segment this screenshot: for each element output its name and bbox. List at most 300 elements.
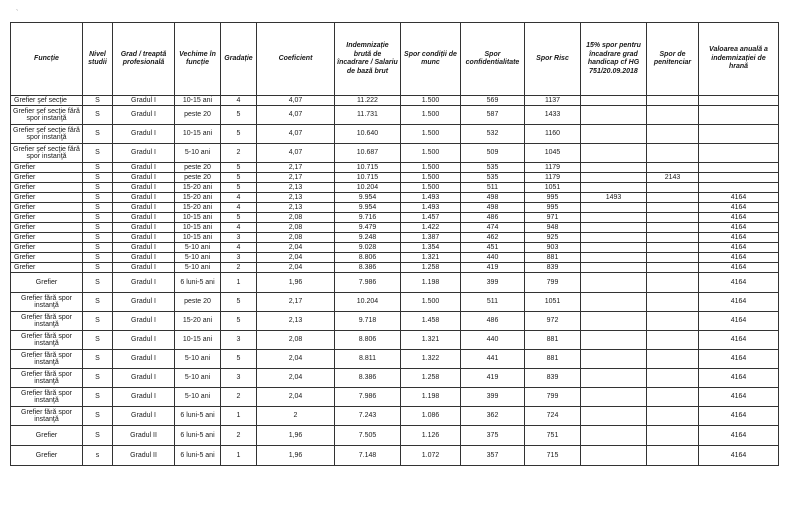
coeficient-cell: 2,17 xyxy=(257,293,335,312)
functie-cell: Grefier fără spor instanţă xyxy=(11,350,83,369)
spor-confidentialitate-cell: 399 xyxy=(461,273,525,293)
functie-cell: Grefier xyxy=(11,426,83,446)
table-row xyxy=(11,213,779,223)
spor-conditii-cell: 1.072 xyxy=(401,446,461,466)
grad-cell: Gradul I xyxy=(113,407,175,426)
vechime-cell: 15-20 ani xyxy=(175,203,221,213)
vechime-cell: 5-10 ani xyxy=(175,253,221,263)
indemnizatie-cell: 7.148 xyxy=(335,446,401,466)
spor-conditii-cell: 1.500 xyxy=(401,106,461,125)
spor-risc-cell: 881 xyxy=(525,331,581,350)
spor-conditii-cell: 1.500 xyxy=(401,125,461,144)
coeficient-cell: 2,04 xyxy=(257,388,335,407)
indemnizatie-cell: 9.954 xyxy=(335,193,401,203)
header-coeficient: Coeficient xyxy=(257,23,335,96)
indemnizatie-hrana-cell: 4164 xyxy=(699,350,779,369)
spor-confidentialitate-cell: 357 xyxy=(461,446,525,466)
grad-cell: Gradul I xyxy=(113,173,175,183)
nivel-studii-cell: S xyxy=(83,293,113,312)
indemnizatie-cell: 9.716 xyxy=(335,213,401,223)
functie-cell: Grefier xyxy=(11,213,83,223)
vechime-cell: 5-10 ani xyxy=(175,243,221,253)
indemnizatie-cell: 10.204 xyxy=(335,183,401,193)
coeficient-cell: 2,13 xyxy=(257,312,335,331)
vechime-cell: 15-20 ani xyxy=(175,312,221,331)
grad-cell: Gradul I xyxy=(113,388,175,407)
coeficient-cell: 2,13 xyxy=(257,183,335,193)
spor-penitenciar-cell xyxy=(647,213,699,223)
indemnizatie-cell: 9.954 xyxy=(335,203,401,213)
spor-conditii-cell: 1.500 xyxy=(401,293,461,312)
table-body xyxy=(11,96,779,466)
grad-cell: Gradul I xyxy=(113,243,175,253)
spor-risc-cell: 1051 xyxy=(525,183,581,193)
table-row xyxy=(11,243,779,253)
spor-confidentialitate-cell: 532 xyxy=(461,125,525,144)
gradatie-cell: 3 xyxy=(221,233,257,243)
coeficient-cell: 1,96 xyxy=(257,426,335,446)
functie-cell: Grefier fără spor instanţă xyxy=(11,331,83,350)
indemnizatie-hrana-cell: 4164 xyxy=(699,426,779,446)
vechime-cell: 10-15 ani xyxy=(175,233,221,243)
grad-cell: Gradul I xyxy=(113,144,175,163)
grad-cell: Gradul I xyxy=(113,369,175,388)
spor-handicap-cell xyxy=(581,233,647,243)
coeficient-cell: 4,07 xyxy=(257,125,335,144)
coeficient-cell: 4,07 xyxy=(257,106,335,125)
spor-handicap-cell xyxy=(581,263,647,273)
nivel-studii-cell: S xyxy=(83,253,113,263)
gradatie-cell: 5 xyxy=(221,312,257,331)
coeficient-cell: 2,17 xyxy=(257,173,335,183)
spor-risc-cell: 724 xyxy=(525,407,581,426)
gradatie-cell: 3 xyxy=(221,331,257,350)
table-row xyxy=(11,203,779,213)
indemnizatie-cell: 9.718 xyxy=(335,312,401,331)
spor-risc-cell: 1179 xyxy=(525,173,581,183)
gradatie-cell: 5 xyxy=(221,163,257,173)
scan-mark: ` xyxy=(16,10,19,17)
header-functie: Funcție xyxy=(11,23,83,96)
header-grad: Grad / treaptă profesională xyxy=(113,23,175,96)
spor-conditii-cell: 1.086 xyxy=(401,407,461,426)
grad-cell: Gradul I xyxy=(113,106,175,125)
spor-penitenciar-cell xyxy=(647,369,699,388)
spor-risc-cell: 972 xyxy=(525,312,581,331)
table-row xyxy=(11,273,779,293)
indemnizatie-cell: 7.986 xyxy=(335,388,401,407)
spor-confidentialitate-cell: 440 xyxy=(461,253,525,263)
spor-confidentialitate-cell: 511 xyxy=(461,183,525,193)
vechime-cell: peste 20 xyxy=(175,293,221,312)
indemnizatie-cell: 10.715 xyxy=(335,163,401,173)
header-spor-penitenciar: Spor de penitenciar xyxy=(647,23,699,96)
spor-confidentialitate-cell: 474 xyxy=(461,223,525,233)
spor-penitenciar-cell xyxy=(647,350,699,369)
spor-confidentialitate-cell: 362 xyxy=(461,407,525,426)
spor-confidentialitate-cell: 440 xyxy=(461,331,525,350)
indemnizatie-hrana-cell: 4164 xyxy=(699,293,779,312)
spor-conditii-cell: 1.321 xyxy=(401,253,461,263)
grad-cell: Gradul I xyxy=(113,223,175,233)
indemnizatie-cell: 11.731 xyxy=(335,106,401,125)
vechime-cell: 5-10 ani xyxy=(175,263,221,273)
spor-conditii-cell: 1.500 xyxy=(401,183,461,193)
table-row xyxy=(11,96,779,106)
vechime-cell: 10-15 ani xyxy=(175,331,221,350)
functie-cell: Grefier xyxy=(11,193,83,203)
spor-risc-cell: 903 xyxy=(525,243,581,253)
spor-penitenciar-cell xyxy=(647,407,699,426)
grad-cell: Gradul I xyxy=(113,233,175,243)
spor-risc-cell: 799 xyxy=(525,273,581,293)
spor-risc-cell: 995 xyxy=(525,203,581,213)
header-spor-handicap: 15% spor pentru încadrare grad handicap cf HG 751/20.09.2018 xyxy=(581,23,647,96)
coeficient-cell: 1,96 xyxy=(257,273,335,293)
indemnizatie-cell: 10.640 xyxy=(335,125,401,144)
nivel-studii-cell: S xyxy=(83,183,113,193)
gradatie-cell: 2 xyxy=(221,426,257,446)
indemnizatie-hrana-cell: 4164 xyxy=(699,263,779,273)
functie-cell: Grefier xyxy=(11,243,83,253)
table-row xyxy=(11,388,779,407)
spor-conditii-cell: 1.321 xyxy=(401,331,461,350)
header-row xyxy=(11,23,779,96)
functie-cell: Grefier xyxy=(11,253,83,263)
spor-confidentialitate-cell: 419 xyxy=(461,263,525,273)
coeficient-cell: 2,17 xyxy=(257,163,335,173)
spor-risc-cell: 995 xyxy=(525,193,581,203)
nivel-studii-cell: S xyxy=(83,213,113,223)
spor-confidentialitate-cell: 486 xyxy=(461,312,525,331)
indemnizatie-hrana-cell: 4164 xyxy=(699,223,779,233)
nivel-studii-cell: S xyxy=(83,144,113,163)
vechime-cell: peste 20 xyxy=(175,173,221,183)
vechime-cell: 15-20 ani xyxy=(175,193,221,203)
functie-cell: Grefier şef secţie fără spor instanţă xyxy=(11,106,83,125)
spor-confidentialitate-cell: 375 xyxy=(461,426,525,446)
spor-confidentialitate-cell: 498 xyxy=(461,203,525,213)
indemnizatie-hrana-cell: 4164 xyxy=(699,193,779,203)
coeficient-cell: 2,04 xyxy=(257,350,335,369)
gradatie-cell: 5 xyxy=(221,350,257,369)
table-row xyxy=(11,183,779,193)
spor-penitenciar-cell xyxy=(647,233,699,243)
spor-penitenciar-cell xyxy=(647,293,699,312)
nivel-studii-cell: S xyxy=(83,407,113,426)
salary-table xyxy=(10,22,779,466)
header-gradatie: Gradație xyxy=(221,23,257,96)
table-row xyxy=(11,369,779,388)
functie-cell: Grefier fără spor instanţă xyxy=(11,388,83,407)
vechime-cell: 6 luni-5 ani xyxy=(175,426,221,446)
indemnizatie-hrana-cell: 4164 xyxy=(699,273,779,293)
header-nivel-studii: Nivel studii xyxy=(83,23,113,96)
spor-risc-cell: 1160 xyxy=(525,125,581,144)
spor-confidentialitate-cell: 587 xyxy=(461,106,525,125)
vechime-cell: 6 luni-5 ani xyxy=(175,273,221,293)
spor-handicap-cell xyxy=(581,163,647,173)
spor-handicap-cell xyxy=(581,173,647,183)
spor-penitenciar-cell xyxy=(647,183,699,193)
header-indemnizatie: Indemnizație brută de încadrare / Salariu de bază brut xyxy=(335,23,401,96)
spor-conditii-cell: 1.387 xyxy=(401,233,461,243)
indemnizatie-hrana-cell: 4164 xyxy=(699,312,779,331)
indemnizatie-cell: 8.811 xyxy=(335,350,401,369)
indemnizatie-hrana-cell xyxy=(699,125,779,144)
vechime-cell: 10-15 ani xyxy=(175,223,221,233)
gradatie-cell: 3 xyxy=(221,253,257,263)
spor-confidentialitate-cell: 486 xyxy=(461,213,525,223)
spor-handicap-cell xyxy=(581,446,647,466)
table-row xyxy=(11,263,779,273)
indemnizatie-cell: 8.386 xyxy=(335,263,401,273)
gradatie-cell: 5 xyxy=(221,125,257,144)
coeficient-cell: 2 xyxy=(257,407,335,426)
spor-risc-cell: 839 xyxy=(525,263,581,273)
spor-handicap-cell xyxy=(581,350,647,369)
functie-cell: Grefier xyxy=(11,183,83,193)
spor-handicap-cell xyxy=(581,293,647,312)
functie-cell: Grefier xyxy=(11,446,83,466)
spor-handicap-cell xyxy=(581,144,647,163)
coeficient-cell: 4,07 xyxy=(257,96,335,106)
spor-penitenciar-cell xyxy=(647,193,699,203)
coeficient-cell: 2,13 xyxy=(257,203,335,213)
functie-cell: Grefier xyxy=(11,163,83,173)
indemnizatie-hrana-cell: 4164 xyxy=(699,253,779,263)
spor-penitenciar-cell xyxy=(647,253,699,263)
indemnizatie-cell: 9.248 xyxy=(335,233,401,243)
indemnizatie-cell: 10.204 xyxy=(335,293,401,312)
spor-handicap-cell xyxy=(581,253,647,263)
table-row xyxy=(11,293,779,312)
coeficient-cell: 1,96 xyxy=(257,446,335,466)
spor-risc-cell: 751 xyxy=(525,426,581,446)
spor-confidentialitate-cell: 498 xyxy=(461,193,525,203)
functie-cell: Grefier xyxy=(11,203,83,213)
functie-cell: Grefier şef secţie fără spor instanţă xyxy=(11,144,83,163)
spor-handicap-cell xyxy=(581,106,647,125)
spor-handicap-cell xyxy=(581,125,647,144)
spor-risc-cell: 971 xyxy=(525,213,581,223)
gradatie-cell: 1 xyxy=(221,273,257,293)
functie-cell: Grefier fără spor instanţă xyxy=(11,293,83,312)
indemnizatie-hrana-cell xyxy=(699,173,779,183)
gradatie-cell: 1 xyxy=(221,407,257,426)
nivel-studii-cell: S xyxy=(83,203,113,213)
spor-confidentialitate-cell: 451 xyxy=(461,243,525,253)
indemnizatie-cell: 9.479 xyxy=(335,223,401,233)
table-row xyxy=(11,144,779,163)
indemnizatie-cell: 10.715 xyxy=(335,173,401,183)
indemnizatie-cell: 11.222 xyxy=(335,96,401,106)
gradatie-cell: 3 xyxy=(221,369,257,388)
gradatie-cell: 5 xyxy=(221,106,257,125)
table-row xyxy=(11,125,779,144)
nivel-studii-cell: S xyxy=(83,223,113,233)
spor-risc-cell: 1051 xyxy=(525,293,581,312)
spor-penitenciar-cell xyxy=(647,125,699,144)
spor-penitenciar-cell xyxy=(647,388,699,407)
spor-penitenciar-cell xyxy=(647,446,699,466)
indemnizatie-cell: 8.386 xyxy=(335,369,401,388)
spor-conditii-cell: 1.500 xyxy=(401,144,461,163)
table-row xyxy=(11,233,779,243)
coeficient-cell: 2,08 xyxy=(257,213,335,223)
indemnizatie-cell: 8.806 xyxy=(335,253,401,263)
spor-confidentialitate-cell: 462 xyxy=(461,233,525,243)
nivel-studii-cell: S xyxy=(83,331,113,350)
nivel-studii-cell: S xyxy=(83,163,113,173)
header-vechime: Vechime în funcție xyxy=(175,23,221,96)
coeficient-cell: 2,08 xyxy=(257,223,335,233)
spor-handicap-cell xyxy=(581,213,647,223)
grad-cell: Gradul I xyxy=(113,125,175,144)
gradatie-cell: 4 xyxy=(221,203,257,213)
vechime-cell: 5-10 ani xyxy=(175,144,221,163)
spor-handicap-cell xyxy=(581,407,647,426)
spor-risc-cell: 925 xyxy=(525,233,581,243)
table-row xyxy=(11,446,779,466)
indemnizatie-hrana-cell: 4164 xyxy=(699,369,779,388)
nivel-studii-cell: S xyxy=(83,426,113,446)
spor-confidentialitate-cell: 399 xyxy=(461,388,525,407)
table-row xyxy=(11,312,779,331)
spor-conditii-cell: 1.198 xyxy=(401,273,461,293)
spor-confidentialitate-cell: 441 xyxy=(461,350,525,369)
indemnizatie-hrana-cell: 4164 xyxy=(699,388,779,407)
indemnizatie-hrana-cell xyxy=(699,96,779,106)
vechime-cell: 5-10 ani xyxy=(175,350,221,369)
coeficient-cell: 2,04 xyxy=(257,253,335,263)
grad-cell: Gradul I xyxy=(113,203,175,213)
grad-cell: Gradul I xyxy=(113,312,175,331)
gradatie-cell: 1 xyxy=(221,446,257,466)
spor-handicap-cell xyxy=(581,183,647,193)
grad-cell: Gradul I xyxy=(113,331,175,350)
indemnizatie-cell: 7.986 xyxy=(335,273,401,293)
spor-penitenciar-cell xyxy=(647,223,699,233)
gradatie-cell: 5 xyxy=(221,183,257,193)
spor-penitenciar-cell xyxy=(647,163,699,173)
nivel-studii-cell: S xyxy=(83,312,113,331)
indemnizatie-cell: 7.243 xyxy=(335,407,401,426)
spor-penitenciar-cell xyxy=(647,263,699,273)
vechime-cell: 6 luni-5 ani xyxy=(175,446,221,466)
indemnizatie-hrana-cell: 4164 xyxy=(699,213,779,223)
spor-confidentialitate-cell: 419 xyxy=(461,369,525,388)
gradatie-cell: 5 xyxy=(221,213,257,223)
gradatie-cell: 2 xyxy=(221,144,257,163)
spor-handicap-cell xyxy=(581,369,647,388)
spor-confidentialitate-cell: 509 xyxy=(461,144,525,163)
grad-cell: Gradul I xyxy=(113,183,175,193)
spor-risc-cell: 799 xyxy=(525,388,581,407)
gradatie-cell: 4 xyxy=(221,243,257,253)
vechime-cell: 15-20 ani xyxy=(175,183,221,193)
indemnizatie-hrana-cell xyxy=(699,106,779,125)
vechime-cell: 5-10 ani xyxy=(175,388,221,407)
indemnizatie-hrana-cell: 4164 xyxy=(699,407,779,426)
grad-cell: Gradul I xyxy=(113,163,175,173)
indemnizatie-hrana-cell: 4164 xyxy=(699,243,779,253)
functie-cell: Grefier şef secţie fără spor instanţă xyxy=(11,125,83,144)
spor-conditii-cell: 1.493 xyxy=(401,203,461,213)
spor-risc-cell: 839 xyxy=(525,369,581,388)
gradatie-cell: 4 xyxy=(221,223,257,233)
spor-risc-cell: 881 xyxy=(525,350,581,369)
nivel-studii-cell: S xyxy=(83,193,113,203)
functie-cell: Grefier xyxy=(11,173,83,183)
spor-risc-cell: 881 xyxy=(525,253,581,263)
vechime-cell: peste 20 xyxy=(175,106,221,125)
spor-penitenciar-cell: 2143 xyxy=(647,173,699,183)
spor-handicap-cell xyxy=(581,312,647,331)
grad-cell: Gradul I xyxy=(113,263,175,273)
functie-cell: Grefier xyxy=(11,273,83,293)
indemnizatie-hrana-cell xyxy=(699,144,779,163)
vechime-cell: 5-10 ani xyxy=(175,369,221,388)
header-spor-risc: Spor Risc xyxy=(525,23,581,96)
header-indemnizatie-hrana: Valoarea anuală a indemnizației de hrană xyxy=(699,23,779,96)
spor-handicap-cell xyxy=(581,388,647,407)
table-row xyxy=(11,193,779,203)
indemnizatie-cell: 7.505 xyxy=(335,426,401,446)
indemnizatie-cell: 10.687 xyxy=(335,144,401,163)
spor-confidentialitate-cell: 535 xyxy=(461,173,525,183)
spor-conditii-cell: 1.500 xyxy=(401,96,461,106)
indemnizatie-cell: 8.806 xyxy=(335,331,401,350)
coeficient-cell: 2,08 xyxy=(257,331,335,350)
functie-cell: Grefier xyxy=(11,233,83,243)
nivel-studii-cell: S xyxy=(83,106,113,125)
indemnizatie-hrana-cell: 4164 xyxy=(699,233,779,243)
table-row xyxy=(11,253,779,263)
indemnizatie-hrana-cell: 4164 xyxy=(699,331,779,350)
spor-handicap-cell xyxy=(581,331,647,350)
table-row xyxy=(11,350,779,369)
spor-conditii-cell: 1.258 xyxy=(401,263,461,273)
spor-handicap-cell xyxy=(581,273,647,293)
nivel-studii-cell: S xyxy=(83,125,113,144)
spor-penitenciar-cell xyxy=(647,243,699,253)
nivel-studii-cell: S xyxy=(83,273,113,293)
table-row xyxy=(11,223,779,233)
gradatie-cell: 4 xyxy=(221,193,257,203)
functie-cell: Grefier xyxy=(11,223,83,233)
spor-risc-cell: 1137 xyxy=(525,96,581,106)
spor-penitenciar-cell xyxy=(647,331,699,350)
nivel-studii-cell: S xyxy=(83,233,113,243)
spor-penitenciar-cell xyxy=(647,96,699,106)
coeficient-cell: 2,04 xyxy=(257,369,335,388)
functie-cell: Grefier xyxy=(11,263,83,273)
grad-cell: Gradul I xyxy=(113,293,175,312)
header-spor-conditii: Spor condiții de munc xyxy=(401,23,461,96)
grad-cell: Gradul II xyxy=(113,446,175,466)
spor-conditii-cell: 1.322 xyxy=(401,350,461,369)
spor-risc-cell: 1045 xyxy=(525,144,581,163)
coeficient-cell: 2,13 xyxy=(257,193,335,203)
spor-conditii-cell: 1.500 xyxy=(401,163,461,173)
gradatie-cell: 2 xyxy=(221,388,257,407)
spor-confidentialitate-cell: 511 xyxy=(461,293,525,312)
spor-conditii-cell: 1.500 xyxy=(401,173,461,183)
spor-penitenciar-cell xyxy=(647,144,699,163)
spor-conditii-cell: 1.458 xyxy=(401,312,461,331)
spor-conditii-cell: 1.126 xyxy=(401,426,461,446)
